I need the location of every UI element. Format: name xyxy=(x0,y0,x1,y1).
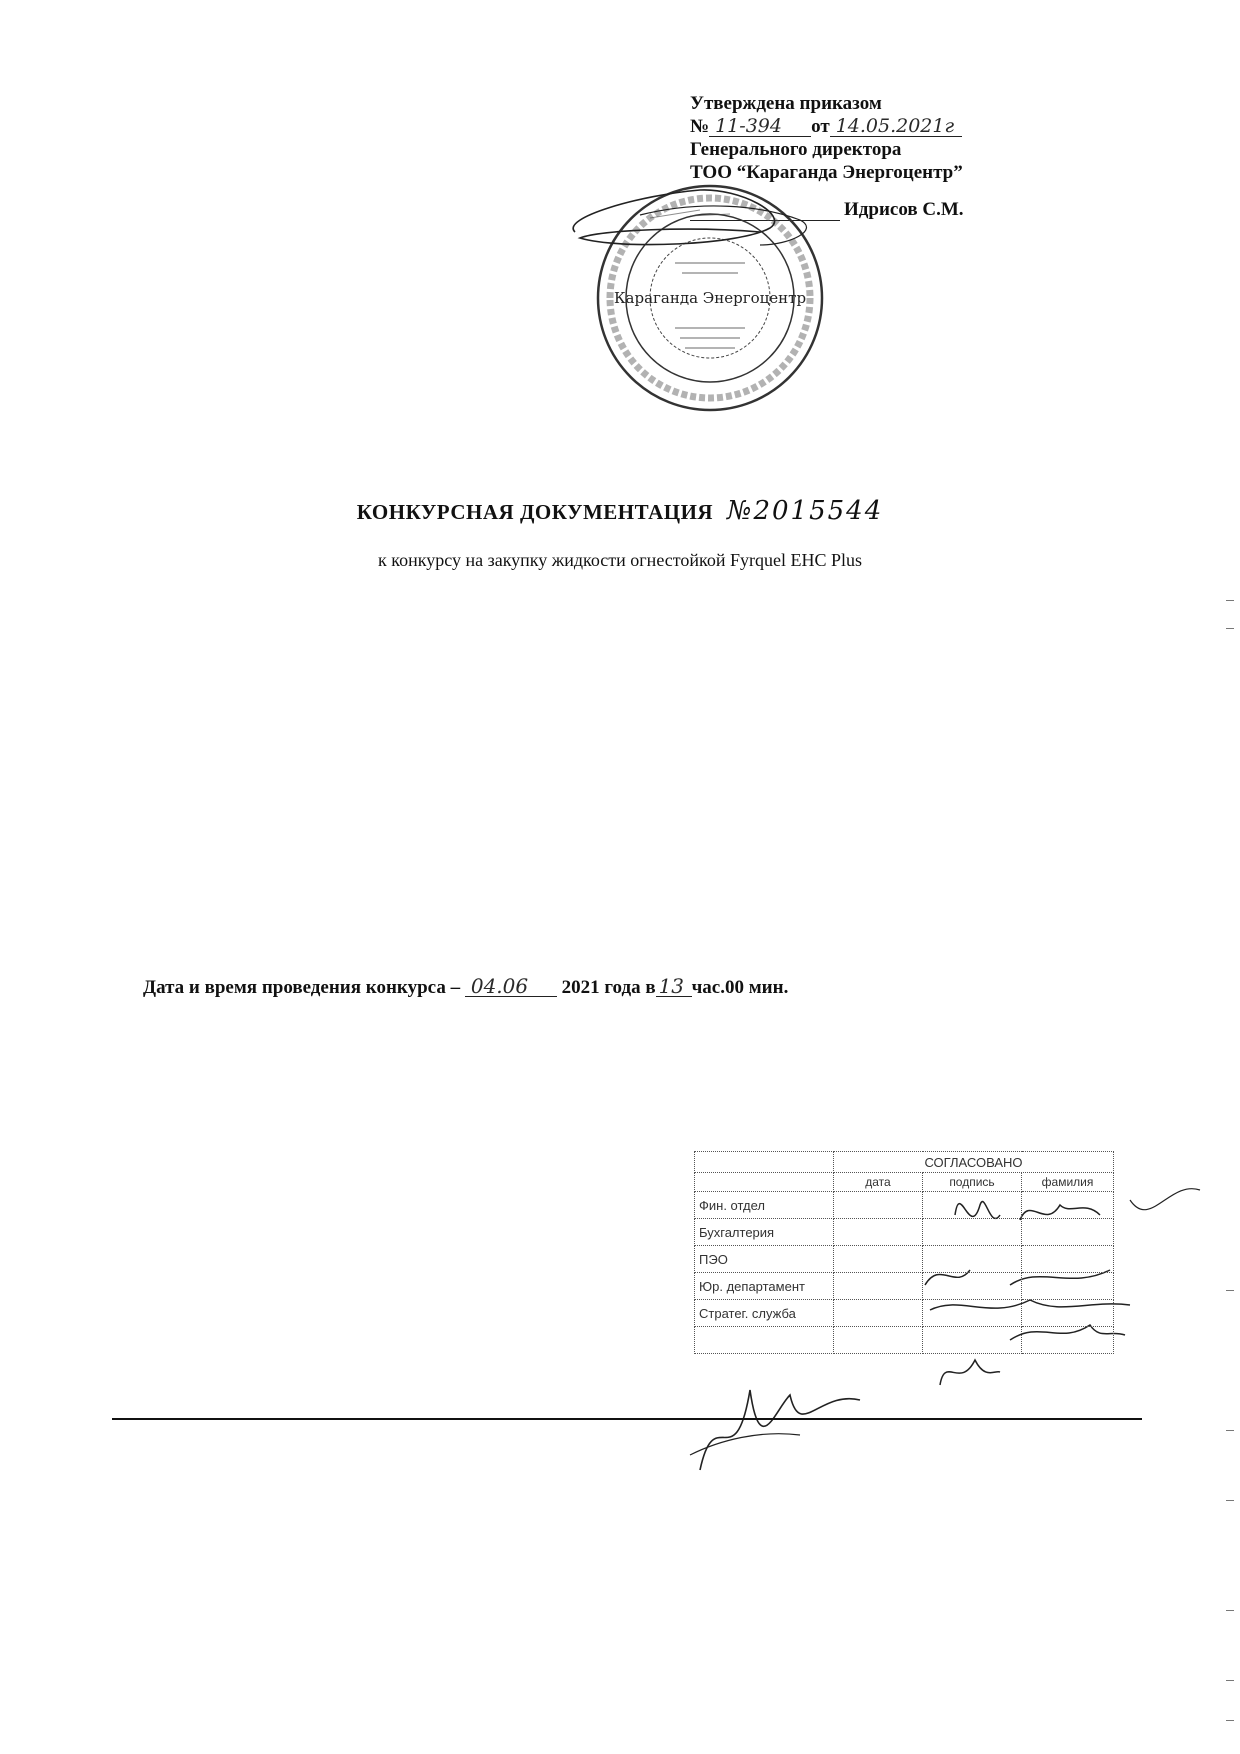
table-row xyxy=(695,1246,1114,1273)
edge-mark xyxy=(1226,1430,1234,1431)
agreed-date-cell xyxy=(834,1246,923,1273)
document-title xyxy=(0,496,1240,526)
agreed-dept: Бухгалтерия xyxy=(695,1219,834,1246)
table-row xyxy=(695,1273,1114,1300)
approval-order-line xyxy=(690,115,1210,138)
agreed-signature-cell xyxy=(923,1246,1022,1273)
edge-mark xyxy=(1226,628,1234,629)
horizontal-rule xyxy=(112,1418,1142,1420)
agreed-date-cell xyxy=(834,1300,923,1327)
from-label: от xyxy=(811,116,830,137)
number-label: № xyxy=(690,116,710,137)
agreed-signature-cell xyxy=(923,1273,1022,1300)
contest-hour: 13 xyxy=(656,976,692,997)
agreed-date-cell xyxy=(834,1327,923,1354)
order-date: 14.05.2021г xyxy=(830,116,962,137)
contest-time-suffix: час.00 мин. xyxy=(691,977,789,998)
edge-mark xyxy=(1226,1720,1234,1721)
table-row xyxy=(695,1192,1114,1219)
table-row xyxy=(695,1327,1114,1354)
agreed-table-header-row xyxy=(695,1152,1114,1173)
agreed-table-dept-column xyxy=(695,1173,834,1192)
agreed-signature-cell xyxy=(923,1219,1022,1246)
stamp-center-text: Караганда Энергоцентр xyxy=(613,289,807,307)
contest-year: 2021 года в xyxy=(561,977,656,998)
approval-line-4: ТОО “Караганда Энергоцентр” xyxy=(690,162,963,183)
edge-mark xyxy=(1226,1290,1234,1291)
contest-datetime xyxy=(143,976,788,999)
agreed-dept: Стратег. служба xyxy=(695,1300,834,1327)
agreed-dept xyxy=(695,1327,834,1354)
agreed-signature-cell xyxy=(923,1327,1022,1354)
agreed-column-signature: подпись xyxy=(923,1173,1022,1192)
edge-mark xyxy=(1226,1610,1234,1611)
approval-line-1: Утверждена приказом xyxy=(690,93,882,114)
agreed-signature-cell xyxy=(923,1192,1022,1219)
agreed-date-cell xyxy=(834,1192,923,1219)
agreed-date-cell xyxy=(834,1219,923,1246)
scan-edge-marks xyxy=(1226,600,1234,1740)
agreed-table-columns-row xyxy=(695,1173,1114,1192)
agreed-dept: Фин. отдел xyxy=(695,1192,834,1219)
agreed-table xyxy=(694,1151,1114,1354)
agreed-surname-cell xyxy=(1022,1192,1114,1219)
edge-mark xyxy=(1226,1680,1234,1681)
company-stamp-icon xyxy=(590,178,830,418)
document-subtitle: к конкурсу на закупку жидкости огнестойкой Fyrquel EHC Plus xyxy=(378,550,862,570)
agreed-surname-cell xyxy=(1022,1300,1114,1327)
contest-day: 04.06 xyxy=(465,976,557,997)
edge-mark xyxy=(1226,600,1234,601)
director-name: Идрисов С.М. xyxy=(844,199,964,220)
agreed-surname-cell xyxy=(1022,1273,1114,1300)
agreed-table-blank-cell xyxy=(695,1152,834,1173)
agreed-column-date: дата xyxy=(834,1173,923,1192)
agreed-surname-cell xyxy=(1022,1246,1114,1273)
agreed-dept: ПЭО xyxy=(695,1246,834,1273)
order-number: 11-394 xyxy=(709,116,811,137)
approval-line-3: Генерального директора xyxy=(690,139,902,160)
table-row xyxy=(695,1300,1114,1327)
contest-label: Дата и время проведения конкурса – xyxy=(143,977,461,998)
agreed-dept: Юр. департамент xyxy=(695,1273,834,1300)
table-row xyxy=(695,1219,1114,1246)
title-text: КОНКУРСНАЯ ДОКУМЕНТАЦИЯ xyxy=(356,500,714,524)
agreed-table-header: СОГЛАСОВАНО xyxy=(834,1152,1114,1173)
agreed-signature-cell xyxy=(923,1300,1022,1327)
agreed-column-surname: фамилия xyxy=(1022,1173,1114,1192)
agreed-surname-cell xyxy=(1022,1327,1114,1354)
agreed-surname-cell xyxy=(1022,1219,1114,1246)
agreed-date-cell xyxy=(834,1273,923,1300)
title-number: №2015544 xyxy=(726,496,884,526)
edge-mark xyxy=(1226,1500,1234,1501)
